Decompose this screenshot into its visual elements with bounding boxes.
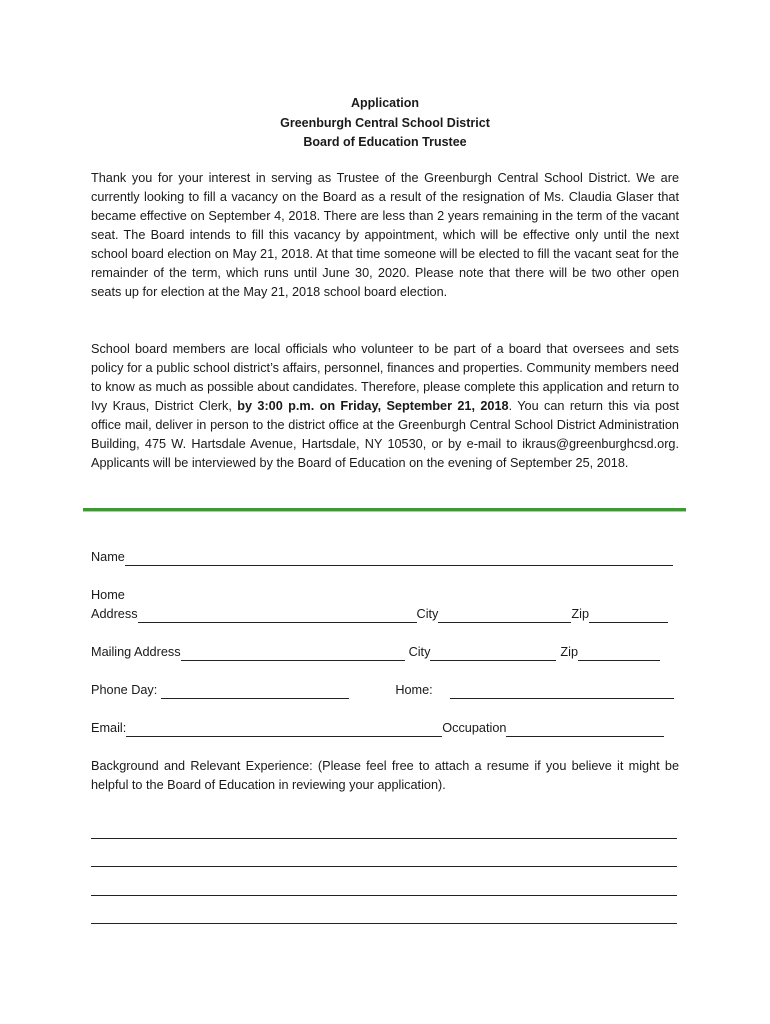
header-position: Board of Education Trustee <box>303 135 467 149</box>
email-label: Email: <box>91 721 127 735</box>
zip-label: Zip <box>571 607 590 621</box>
city-label: City <box>416 607 439 621</box>
email-row <box>91 719 664 737</box>
intro-paragraph-1: Thank you for your interest in serving as Trustee of the Greenburgh Central School District. We are currently looking to fill a vacancy on the Board as a result of the resignation of Ms. Claudia Glaser that became effective on September 4, 2018. There are less than 2 years remaining in the term of the vacant seat. The Board intends to fill this vacancy by appointment, which will be effective only until the next school board election on May 21, 2018. At that time someone will be elected to fill the vacant seat for the remainder of the term, which runs until June 30, 2020. Please note that there will be two other open seats up for election at the May 21, 2018 school board election. <box>91 171 679 299</box>
header-district: Greenburgh Central School District <box>280 115 490 130</box>
occupation-field[interactable] <box>506 722 664 737</box>
header-title: Application <box>350 96 420 110</box>
background-line-4[interactable] <box>91 923 677 924</box>
section-divider <box>83 508 686 512</box>
name-field[interactable] <box>125 551 673 566</box>
intro-p2-text: School board members are local officials who volunteer to be part of a board that oversees and sets policy for a public school district’s affairs, personnel, finances and properties. Community members need to know as much as possible about candidates. Therefore, please complete this application and return to Ivy Kraus, District Clerk, <box>91 342 679 413</box>
phone-row <box>91 681 674 699</box>
occupation-label: Occupation <box>442 721 507 735</box>
city-field[interactable] <box>438 608 571 623</box>
background-line-1[interactable] <box>91 838 677 839</box>
city2-field[interactable] <box>430 646 556 661</box>
home-phone-field[interactable] <box>450 684 674 699</box>
mailing-address-row <box>91 643 660 661</box>
phone-day-label: Phone Day: <box>91 683 158 697</box>
intro-paragraph-2 <box>91 340 679 473</box>
background-line-2[interactable] <box>91 866 677 867</box>
intro-p2-text-end: . You can return this via post office mail, deliver in person to the district office at the Greenburgh Central School District Administration Building, 475 W. Hartsdale Avenue, Hartsdale, NY 10530, or by e-mail to ikraus@greenburghcsd.org. Applicants will be interviewed by the Board of Education on the evening of September 25, 2018. <box>91 399 680 470</box>
zip2-label: Zip <box>560 645 579 659</box>
home-phone-label: Home: <box>395 683 433 697</box>
zip2-field[interactable] <box>578 646 660 661</box>
mailing-address-field[interactable] <box>181 646 405 661</box>
background-prompt: Background and Relevant Experience: (Please feel free to attach a resume if you believe it might be helpful to the Board of Education in reviewing your application). <box>91 759 679 792</box>
deadline-text: by 3:00 p.m. on Friday, September 21, 2018 <box>237 399 509 413</box>
email-field[interactable] <box>126 722 442 737</box>
zip-field[interactable] <box>589 608 668 623</box>
background-line-3[interactable] <box>91 895 677 896</box>
phone-day-field[interactable] <box>161 684 349 699</box>
name-label: Name <box>91 550 125 564</box>
home-label: Home <box>91 588 125 602</box>
city2-label: City <box>408 645 431 659</box>
mailing-address-label: Mailing Address <box>91 645 181 659</box>
name-row <box>91 548 673 566</box>
document-header <box>0 94 770 153</box>
home-address-field[interactable] <box>138 608 417 623</box>
home-address-row <box>91 605 668 623</box>
address-label: Address <box>91 607 138 621</box>
home-label-row <box>91 586 125 604</box>
